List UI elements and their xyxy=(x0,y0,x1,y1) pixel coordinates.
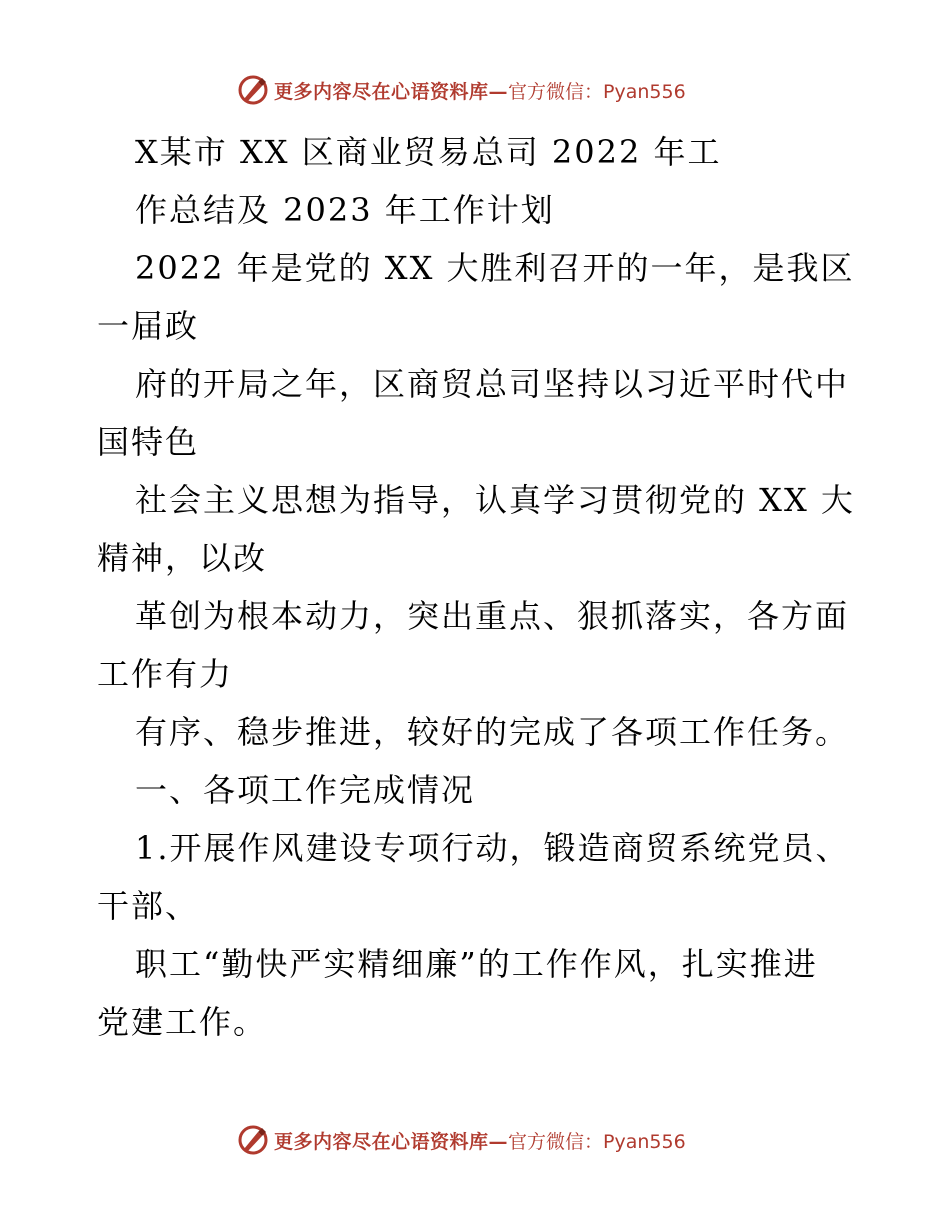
paragraph-line: 精神，以改 xyxy=(97,539,268,577)
watermark-contact: 官方微信：Pyan556 xyxy=(508,80,686,103)
document-title-line-2: 作总结及 2023 年工作计划 xyxy=(135,191,555,229)
paragraph-line: 革创为根本动力，突出重点、狠抓落实，各方面 xyxy=(135,597,850,635)
paragraph-line: 干部、 xyxy=(97,887,200,925)
paragraph-line: 1.开展作风建设专项行动，锻造商贸系统党员、 xyxy=(135,829,850,867)
watermark-header xyxy=(236,73,686,107)
watermark-text: 更多内容尽在心语资料库— xyxy=(274,1130,509,1153)
document-title-line-1: X某市 XX 区商业贸易总司 2022 年工 xyxy=(135,133,722,171)
paragraph-line: 工作有力 xyxy=(97,655,234,693)
watermark-text: 更多内容尽在心语资料库— xyxy=(274,80,509,103)
watermark-contact: 官方微信：Pyan556 xyxy=(508,1130,686,1153)
logo-pen-icon xyxy=(236,73,270,107)
paragraph-line: 国特色 xyxy=(97,423,200,461)
paragraph-line: 一届政 xyxy=(97,307,200,345)
section-heading: 一、各项工作完成情况 xyxy=(135,771,476,809)
paragraph-line: 社会主义思想为指导，认真学习贯彻党的 XX 大 xyxy=(135,481,855,519)
paragraph-line: 党建工作。 xyxy=(97,1003,268,1041)
paragraph-line: 2022 年是党的 XX 大胜利召开的一年，是我区 xyxy=(135,249,855,287)
paragraph-line: 职工“勤快严实精细廉”的工作作风，扎实推进 xyxy=(135,945,818,983)
logo-pen-icon xyxy=(236,1123,270,1157)
paragraph-line: 有序、稳步推进，较好的完成了各项工作任务。 xyxy=(135,713,850,751)
watermark-footer xyxy=(236,1123,686,1157)
paragraph-line: 府的开局之年，区商贸总司坚持以习近平时代中 xyxy=(135,365,850,403)
